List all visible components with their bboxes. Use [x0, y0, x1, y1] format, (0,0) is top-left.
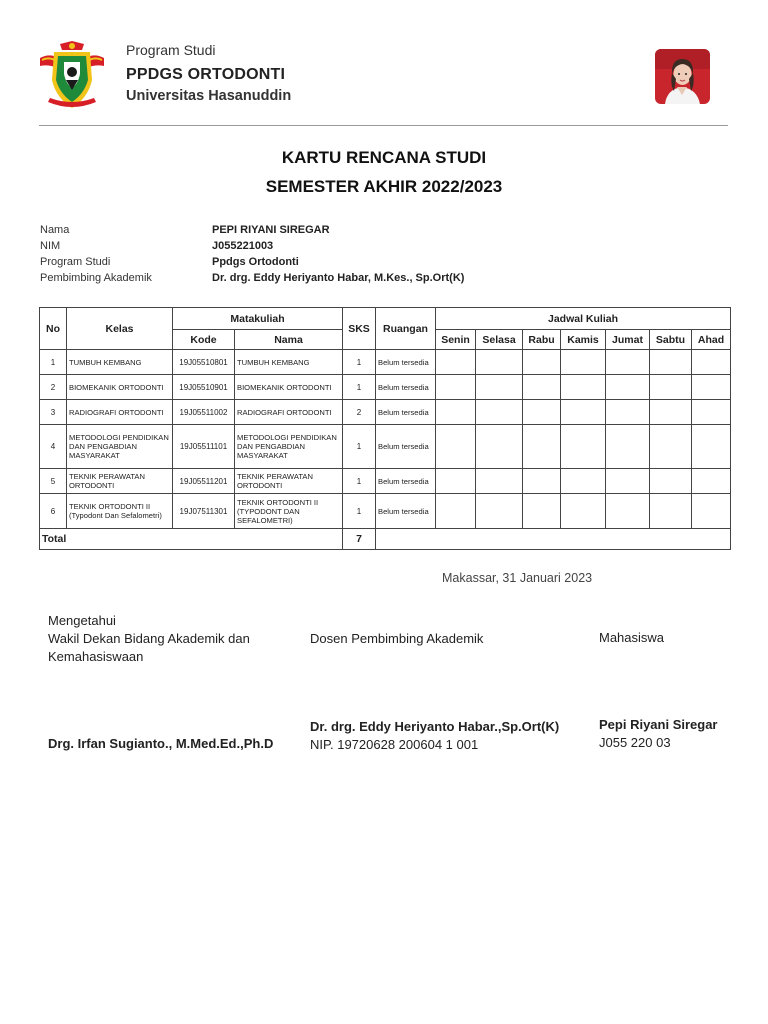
cell-kelas: TEKNIK ORTODONTI II (Typodont Dan Sefalometri): [67, 494, 173, 529]
cell-kelas: BIOMEKANIK ORTODONTI: [67, 375, 173, 400]
program-label: Program Studi: [126, 42, 216, 58]
header-divider: [39, 125, 728, 126]
table-row: [40, 425, 731, 469]
cell-kode: 19J05510801: [173, 350, 235, 375]
cell-ruangan: Belum tersedia: [376, 425, 436, 469]
cell-no: 1: [40, 350, 67, 375]
header-matakuliah: Matakuliah: [173, 308, 343, 330]
university-logo: [38, 40, 106, 112]
mahasiswa-role: Mahasiswa: [599, 630, 665, 645]
signature-wadek: [48, 612, 250, 666]
cell-selasa: [476, 400, 523, 425]
cell-rabu: [523, 494, 561, 529]
cell-senin: [436, 350, 476, 375]
info-label: NIM: [40, 240, 61, 252]
total-row: [40, 529, 731, 550]
info-value: J055221003: [212, 240, 274, 252]
cell-senin: [436, 400, 476, 425]
cell-kode: 19J07511301: [173, 494, 235, 529]
cell-no: 2: [40, 375, 67, 400]
cell-kode: 19J05510901: [173, 375, 235, 400]
cell-sabtu: [650, 350, 692, 375]
cell-sks: 1: [343, 375, 376, 400]
dosen-name: Dr. drg. Eddy Heriyanto Habar.,Sp.Ort(K): [310, 719, 560, 734]
dosen-role: Dosen Pembimbing Akademik: [310, 631, 484, 646]
cell-sks: 2: [343, 400, 376, 425]
cell-rabu: [523, 469, 561, 494]
cell-no: 3: [40, 400, 67, 425]
cell-sabtu: [650, 400, 692, 425]
info-row-nama: [40, 222, 464, 238]
cell-nama: TUMBUH KEMBANG: [235, 350, 343, 375]
cell-kode: 19J05511101: [173, 425, 235, 469]
cell-kamis: [561, 469, 606, 494]
cell-ruangan: Belum tersedia: [376, 469, 436, 494]
cell-jumat: [606, 494, 650, 529]
cell-ruangan: Belum tersedia: [376, 350, 436, 375]
university-name: Universitas Hasanuddin: [126, 88, 292, 104]
cell-rabu: [523, 425, 561, 469]
cell-selasa: [476, 350, 523, 375]
total-sks: 7: [343, 529, 376, 550]
cell-selasa: [476, 494, 523, 529]
cell-ahad: [692, 375, 731, 400]
table-row: [40, 375, 731, 400]
table-row: [40, 350, 731, 375]
semester-title: SEMESTER AKHIR 2022/2023: [265, 177, 503, 196]
mahasiswa-nim: J055 220 03: [599, 735, 671, 750]
header-day-senin: Senin: [436, 330, 476, 350]
cell-ahad: [692, 425, 731, 469]
cell-sks: 1: [343, 350, 376, 375]
header-day-kamis: Kamis: [561, 330, 606, 350]
header-day-ahad: Ahad: [692, 330, 731, 350]
cell-senin: [436, 469, 476, 494]
cell-ahad: [692, 400, 731, 425]
header-kode: Kode: [173, 330, 235, 350]
cell-kode: 19J05511002: [173, 400, 235, 425]
header-day-sabtu: Sabtu: [650, 330, 692, 350]
cell-kamis: [561, 375, 606, 400]
cell-rabu: [523, 400, 561, 425]
cell-kamis: [561, 494, 606, 529]
cell-jumat: [606, 425, 650, 469]
cell-sabtu: [650, 375, 692, 400]
wadek-line3: Kemahasiswaan: [48, 649, 144, 664]
cell-nama: TEKNIK ORTODONTI II (TYPODONT DAN SEFALOMETRI): [235, 494, 343, 529]
cell-nama: BIOMEKANIK ORTODONTI: [235, 375, 343, 400]
info-row-nim: [40, 238, 464, 254]
cell-rabu: [523, 350, 561, 375]
cell-kelas: METODOLOGI PENDIDIKAN DAN PENGABDIAN MASYARAKAT: [67, 425, 173, 469]
cell-rabu: [523, 375, 561, 400]
table-row: [40, 400, 731, 425]
krs-table: [39, 307, 731, 550]
info-value: PEPI RIYANI SIREGAR: [212, 224, 330, 236]
cell-sabtu: [650, 494, 692, 529]
header-sks: SKS: [343, 308, 376, 350]
cell-jumat: [606, 400, 650, 425]
cell-jumat: [606, 350, 650, 375]
cell-ruangan: Belum tersedia: [376, 375, 436, 400]
cell-ahad: [692, 494, 731, 529]
cell-kamis: [561, 350, 606, 375]
header-day-rabu: Rabu: [523, 330, 561, 350]
cell-senin: [436, 375, 476, 400]
total-label: Total: [40, 529, 343, 550]
cell-no: 5: [40, 469, 67, 494]
cell-kamis: [561, 425, 606, 469]
cell-jumat: [606, 375, 650, 400]
cell-jumat: [606, 469, 650, 494]
cell-kelas: TUMBUH KEMBANG: [67, 350, 173, 375]
table-row: [40, 469, 731, 494]
cell-senin: [436, 494, 476, 529]
header-kelas: Kelas: [67, 308, 173, 350]
document-title: KARTU RENCANA STUDI: [281, 148, 487, 167]
cell-selasa: [476, 425, 523, 469]
info-label: Pembimbing Akademik: [40, 272, 152, 284]
info-value: Ppdgs Ortodonti: [212, 256, 299, 268]
info-row-program: [40, 254, 464, 270]
cell-kode: 19J05511201: [173, 469, 235, 494]
cell-kelas: TEKNIK PERAWATAN ORTODONTI: [67, 469, 173, 494]
wadek-name: Drg. Irfan Sugianto., M.Med.Ed.,Ph.D: [48, 736, 274, 751]
total-empty: [376, 529, 731, 550]
info-value: Dr. drg. Eddy Heriyanto Habar, M.Kes., Sp.Ort(K): [212, 272, 465, 284]
header-ruangan: Ruangan: [376, 308, 436, 350]
cell-no: 4: [40, 425, 67, 469]
mahasiswa-name: Pepi Riyani Siregar: [599, 717, 718, 732]
header-day-selasa: Selasa: [476, 330, 523, 350]
info-label: Nama: [40, 224, 70, 236]
cell-ahad: [692, 469, 731, 494]
student-info: [40, 222, 464, 286]
info-label: Program Studi: [40, 256, 111, 268]
signature-dosen: [310, 718, 559, 754]
cell-ruangan: Belum tersedia: [376, 400, 436, 425]
program-name: PPDGS ORTODONTI: [126, 66, 286, 83]
cell-nama: METODOLOGI PENDIDIKAN DAN PENGABDIAN MASYARAKAT: [235, 425, 343, 469]
cell-ruangan: Belum tersedia: [376, 494, 436, 529]
cell-sks: 1: [343, 494, 376, 529]
header-no: No: [40, 308, 67, 350]
cell-no: 6: [40, 494, 67, 529]
signature-mahasiswa: [599, 716, 718, 752]
cell-nama: TEKNIK PERAWATAN ORTODONTI: [235, 469, 343, 494]
wadek-line2: Wakil Dekan Bidang Akademik dan: [48, 631, 250, 646]
header-day-jumat: Jumat: [606, 330, 650, 350]
wadek-name-block: [48, 735, 273, 753]
cell-senin: [436, 425, 476, 469]
cell-ahad: [692, 350, 731, 375]
student-photo: [655, 49, 710, 104]
table-row: [40, 494, 731, 529]
info-row-pembimbing: [40, 270, 464, 286]
cell-sabtu: [650, 469, 692, 494]
cell-sabtu: [650, 425, 692, 469]
cell-kelas: RADIOGRAFI ORTODONTI: [67, 400, 173, 425]
cell-selasa: [476, 469, 523, 494]
wadek-line1: Mengetahui: [48, 613, 116, 628]
place-date: Makassar, 31 Januari 2023: [442, 571, 593, 585]
cell-nama: RADIOGRAFI ORTODONTI: [235, 400, 343, 425]
cell-kamis: [561, 400, 606, 425]
cell-selasa: [476, 375, 523, 400]
cell-sks: 1: [343, 469, 376, 494]
dosen-nip: NIP. 19720628 200604 1 001: [310, 737, 479, 752]
cell-sks: 1: [343, 425, 376, 469]
header-nama: Nama: [235, 330, 343, 350]
header-jadwal: Jadwal Kuliah: [436, 308, 731, 330]
